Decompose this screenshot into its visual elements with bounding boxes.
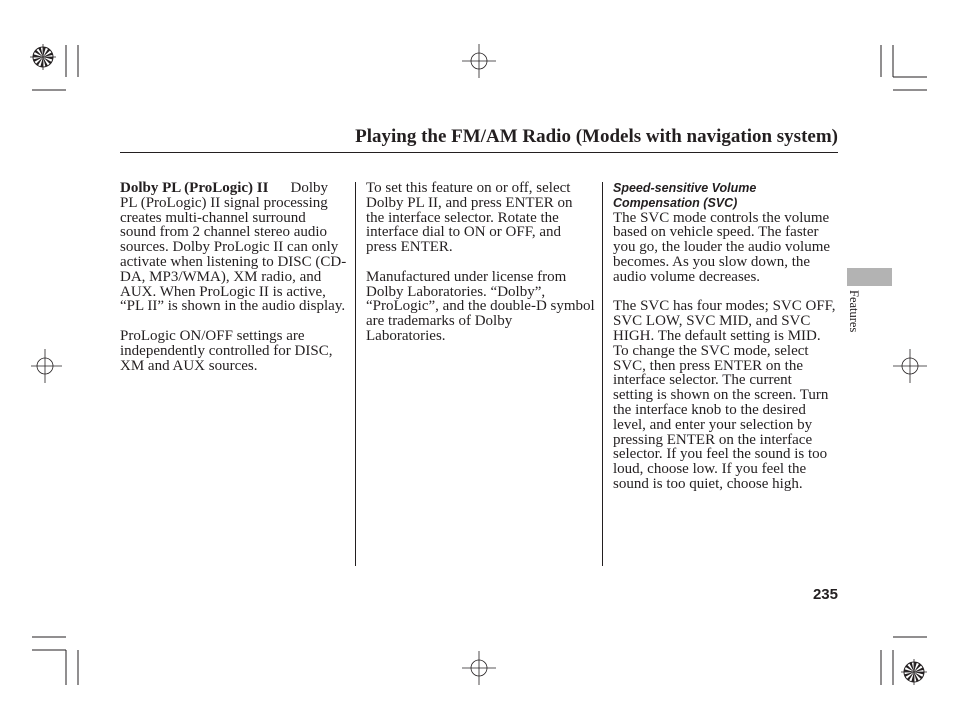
section-tab-label: Features — [847, 290, 861, 333]
body-text-line: ProLogic ON/OFF settings are — [120, 327, 305, 344]
body-text-line: independently controlled for DISC, — [120, 342, 333, 359]
body-text-line: SVC LOW, SVC MID, and SVC — [613, 313, 811, 330]
body-text-line: Laboratories. — [366, 327, 446, 344]
column-middle — [366, 181, 595, 344]
body-text-line: interface dial to ON or OFF, and — [366, 224, 561, 241]
body-text-line: pressing ENTER on the interface — [613, 431, 813, 448]
crop-mark-bottom-right — [881, 637, 927, 685]
target-sunburst — [909, 667, 919, 677]
body-text-line: Dolby Laboratories. “Dolby”, — [366, 283, 546, 300]
body-text-line: To set this feature on or off, select — [366, 180, 571, 196]
paragraph-prologic-settings — [120, 329, 346, 373]
body-text-line: loud, choose low. If you feel the — [613, 461, 807, 478]
body-text-line: Manufactured under license from — [366, 268, 567, 285]
body-text-line: The SVC mode controls the volume — [613, 209, 830, 226]
paragraph-svc-modes — [613, 299, 836, 491]
registration-crosshair-bottom — [462, 651, 496, 685]
body-text-line: sources. Dolby ProLogic II can only — [120, 239, 339, 256]
registration-crosshair-right — [893, 349, 927, 383]
body-text-line: Dolby PL II, and press ENTER on — [366, 194, 573, 211]
crop-mark-top-left — [32, 45, 78, 90]
run-in-heading: Dolby PL (ProLogic) II — [120, 180, 269, 196]
header-rule — [120, 152, 838, 153]
svc-heading — [613, 181, 836, 211]
body-text-line: setting is shown on the screen. Turn — [613, 387, 829, 404]
registration-target-top-left — [30, 44, 56, 70]
body-text-line: SVC, then press ENTER on the — [613, 357, 803, 374]
crosshair-ring — [37, 358, 53, 374]
crosshair-ring — [902, 358, 918, 374]
registration-crosshair-top — [462, 44, 496, 78]
body-text-line: AUX. When ProLogic II is active, — [120, 283, 326, 300]
body-text-line: PL (ProLogic) II signal processing — [120, 194, 328, 211]
body-text-line: the interface selector. Rotate the — [366, 209, 559, 226]
body-text-line: HIGH. The default setting is MID. — [613, 327, 821, 344]
column-right — [613, 181, 836, 492]
target-ring — [33, 47, 53, 67]
body-text-line: you go, the louder the audio volume — [613, 239, 831, 256]
body-text-line: are trademarks of Dolby — [366, 313, 513, 330]
column-divider-left — [355, 182, 356, 566]
body-text-line: press ENTER. — [366, 239, 453, 256]
body-text-line: based on vehicle speed. The faster — [613, 224, 819, 241]
body-text-line: sound is too quiet, choose high. — [613, 475, 803, 492]
section-heading-line: Compensation (SVC) — [613, 195, 738, 210]
registration-target-bottom-right — [901, 659, 927, 685]
crop-mark-top-right — [881, 45, 927, 90]
paragraph-trademark-notice — [366, 270, 595, 344]
body-text-line: The SVC has four modes; SVC OFF, — [613, 298, 836, 315]
body-text-line: “PL II” is shown in the audio display. — [120, 298, 346, 315]
target-ring — [904, 662, 924, 682]
body-text-line: audio volume decreases. — [613, 268, 761, 285]
body-text-line: DA, MP3/WMA), XM radio, and — [120, 268, 322, 285]
body-text-line: becomes. As you slow down, the — [613, 253, 811, 270]
body-text-line: level, and enter your selection by — [613, 416, 813, 433]
target-sunburst — [38, 52, 48, 62]
body-text-line: To change the SVC mode, select — [613, 342, 809, 359]
registration-crosshair-left — [31, 349, 62, 383]
section-tab — [847, 268, 892, 286]
body-text-line: the interface knob to the desired — [613, 401, 806, 418]
body-text-line: activate when listening to DISC (CD- — [120, 253, 347, 270]
body-text-line: “ProLogic”, and the double-D symbol — [366, 298, 595, 315]
crosshair-ring — [471, 660, 487, 676]
section-heading-line: Speed-sensitive Volume — [613, 181, 757, 195]
body-text-line: XM and AUX sources. — [120, 357, 258, 374]
body-text-line: sound from 2 channel stereo audio — [120, 224, 328, 241]
paragraph-svc-intro — [613, 211, 836, 285]
body-text-line: creates multi-channel surround — [120, 209, 306, 226]
crosshair-ring — [471, 53, 487, 69]
column-left — [120, 181, 346, 373]
body-text-line: interface selector. The current — [613, 372, 792, 389]
crop-mark-bottom-left — [32, 637, 78, 685]
column-divider-right — [602, 182, 603, 566]
body-text: Dolby — [290, 180, 328, 196]
body-text-line: selector. If you feel the sound is too — [613, 446, 828, 463]
paragraph-set-feature — [366, 181, 595, 255]
body-text-line — [120, 181, 346, 196]
page-number: 235 — [812, 586, 838, 603]
paragraph-dolby-pl — [120, 181, 346, 314]
page-title: Playing the FM/AM Radio (Models with navigation system) — [355, 126, 838, 147]
